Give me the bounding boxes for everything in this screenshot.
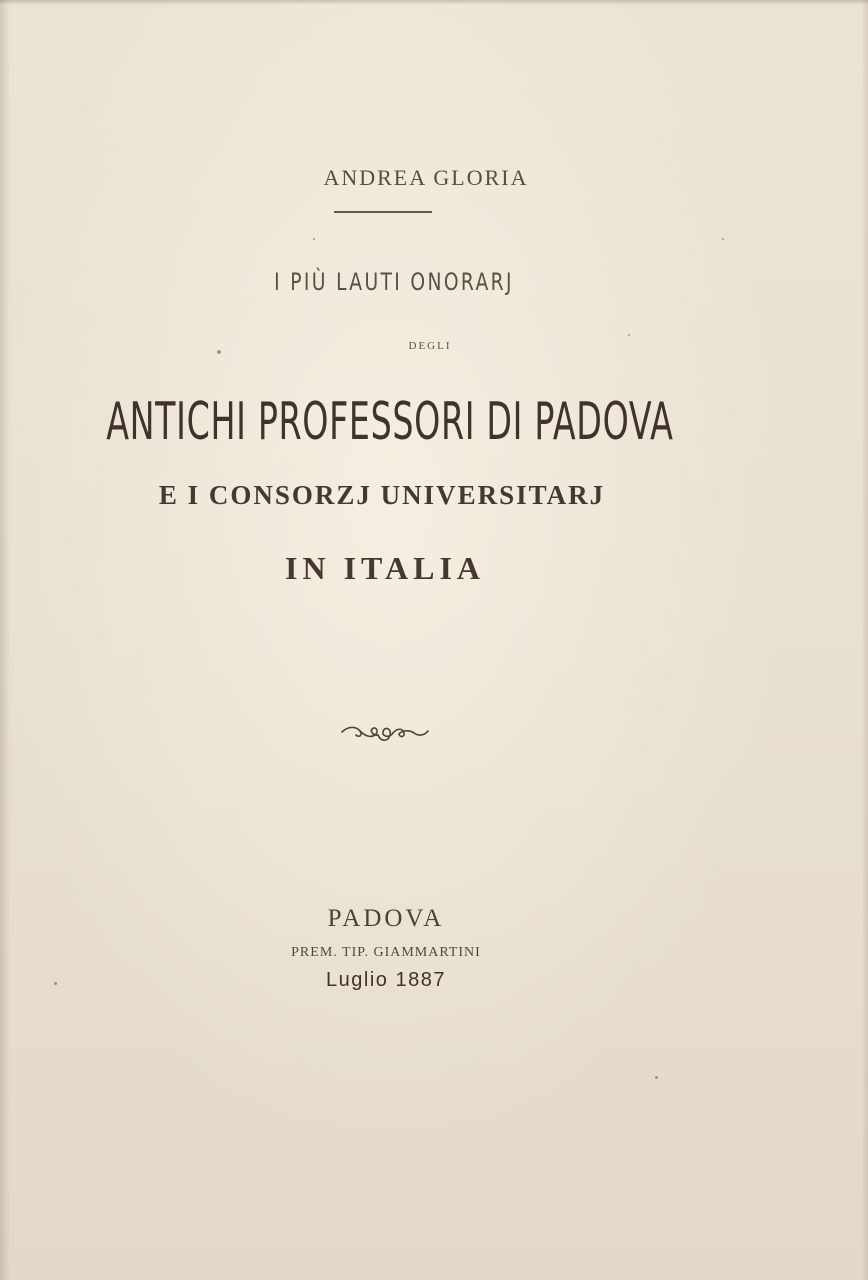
imprint-date: Luglio 1887 xyxy=(326,969,446,991)
main-title: ANTICHI PROFESSORI DI PADOVA xyxy=(106,392,674,452)
paper-left-edge xyxy=(0,0,10,1280)
paper-speck xyxy=(722,238,724,240)
paper-speck xyxy=(217,350,221,354)
author-divider-rule xyxy=(334,211,432,213)
subtitle: I PIÙ LAUTI ONORARJ xyxy=(274,268,514,296)
paper-top-edge xyxy=(0,0,868,5)
paper-right-edge xyxy=(862,0,868,1280)
imprint-printer: PREM. TIP. GIAMMARTINI xyxy=(291,945,481,960)
tertiary-title: IN ITALIA xyxy=(285,550,485,586)
paper-speck xyxy=(655,1076,658,1079)
connector-word: DEGLI xyxy=(408,340,452,352)
imprint-city: PADOVA xyxy=(327,905,445,932)
scroll-flourish-icon xyxy=(340,720,430,748)
paper-speck xyxy=(54,982,57,985)
secondary-title: E I CONSORZJ UNIVERSITARJ xyxy=(158,480,606,510)
paper-speck xyxy=(313,238,315,240)
paper-speck xyxy=(628,334,630,336)
author-name: ANDREA GLORIA xyxy=(323,165,529,190)
